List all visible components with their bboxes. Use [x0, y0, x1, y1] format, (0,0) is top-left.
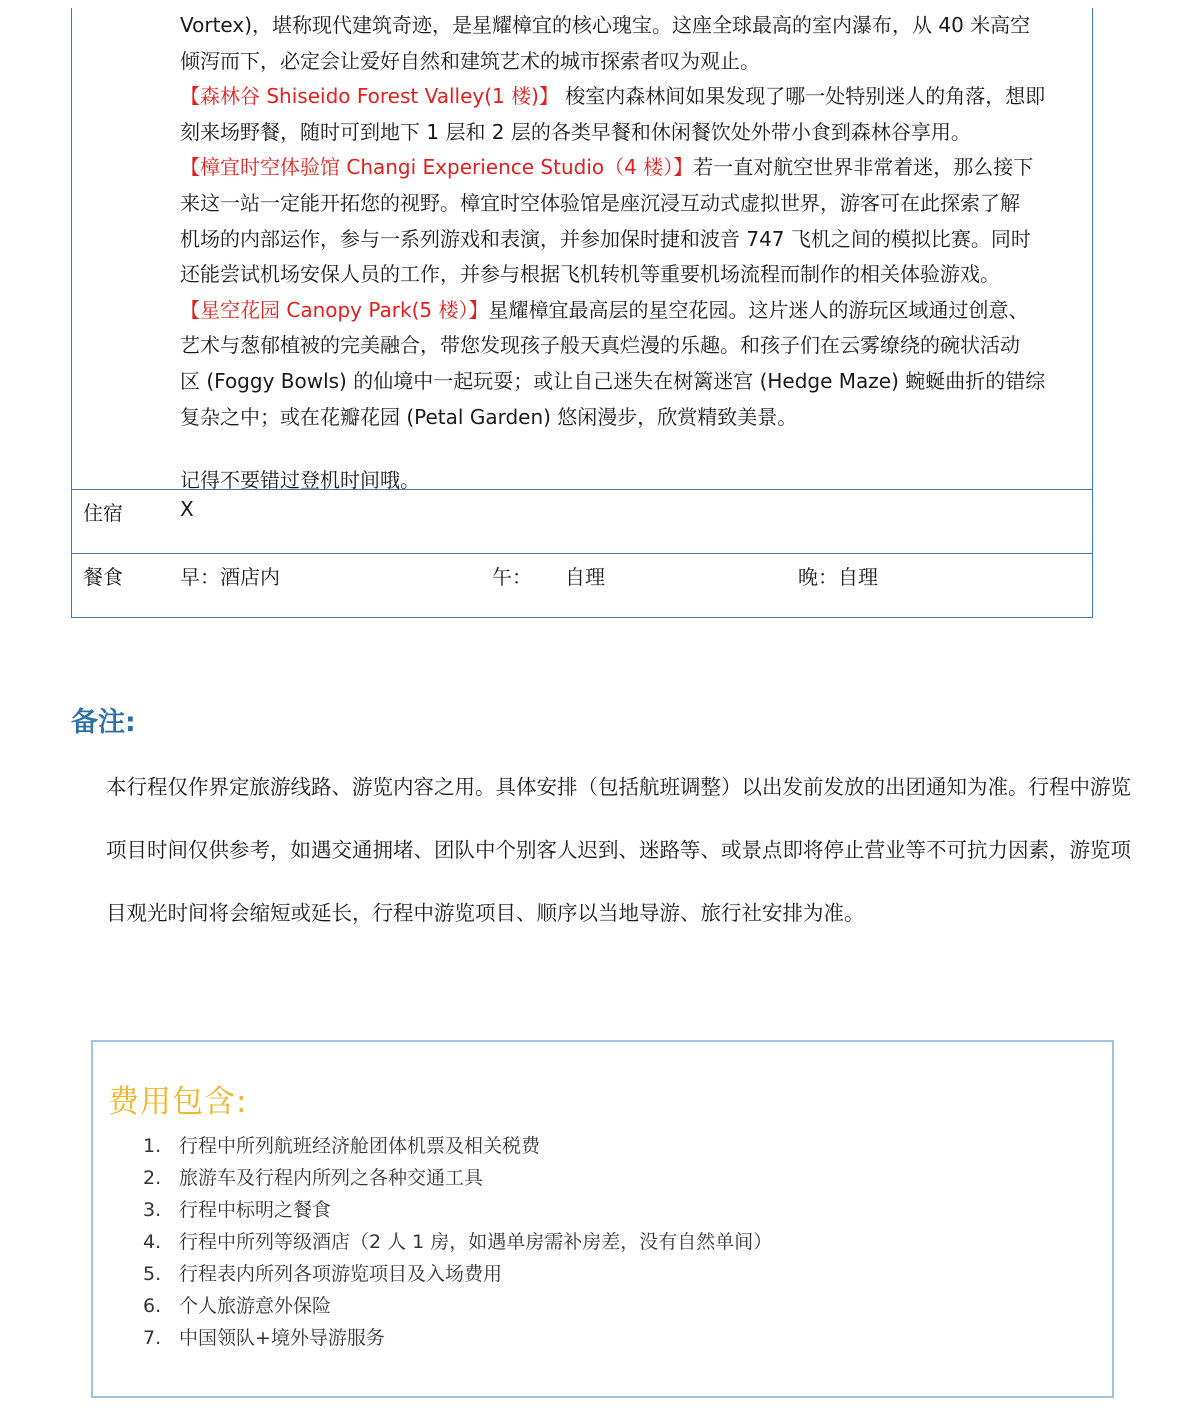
- fees-included-box: [91, 1040, 1114, 1398]
- itinerary-table: [71, 8, 1093, 618]
- desc-line: 还能尝试机场安保人员的工作，并参与根据飞机转机等重要机场流程而制作的相关体验游戏。: [180, 262, 1000, 287]
- desc-text: 梭室内森林间如果发现了哪一处特别迷人的角落，想即: [558, 84, 1046, 109]
- stay-value: X: [180, 497, 194, 521]
- forest-valley-title: 【森林谷 Shiseido Forest Valley(1 楼)】: [180, 84, 559, 109]
- list-text: 行程中所列等级酒店（2 人 1 房，如遇单房需补房差，没有自然单间）: [179, 1231, 773, 1253]
- list-number: 6.: [143, 1295, 162, 1317]
- breakfast-value: 早：酒店内: [180, 565, 280, 589]
- notes-body: 本行程仅作界定旅游线路、游览内容之用。具体安排（包括航班调整）以出发前发放的出团通知为准。行程中游览项目时间仅供参考，如遇交通拥堵、团队中个别客人迟到、迷路等、或景点即将停止营业等不可抗力因素，游览项目观光时间将会缩短或延长，行程中游览项目、顺序以当地导游、旅行社安排为准。: [106, 775, 1131, 925]
- desc-line: 倾泻而下，必定会让爱好自然和建筑艺术的城市探索者叹为观止。: [180, 48, 760, 73]
- list-number: 1.: [143, 1135, 162, 1157]
- list-number: 7.: [143, 1327, 162, 1349]
- desc-line: 艺术与葱郁植被的完美融合，带您发现孩子般天真烂漫的乐趣。和孩子们在云雾缭绕的碗状活动: [180, 333, 1020, 358]
- desc-text: 若一直对航空世界非常着迷，那么接下: [693, 155, 1034, 180]
- dinner-value: 晚：自理: [798, 565, 878, 589]
- list-item: [143, 1162, 772, 1194]
- list-text: 行程中标明之餐食: [179, 1199, 332, 1221]
- list-text: 旅游车及行程内所列之各种交通工具: [179, 1167, 484, 1189]
- canopy-park-title: 【星空花园 Canopy Park(5 楼）】: [180, 297, 489, 322]
- meals-label: 餐食: [83, 565, 123, 589]
- list-item: [143, 1226, 772, 1258]
- list-text: 行程表内所列各项游览项目及入场费用: [179, 1263, 503, 1285]
- desc-line: 来这一站一定能开拓您的视野。樟宜时空体验馆是座沉浸互动式虚拟世界，游客可在此探索了解: [180, 190, 1020, 215]
- experience-studio-title: 【樟宜时空体验馆 Changi Experience Studio（4 楼）】: [180, 155, 694, 180]
- meals-row: [72, 553, 1092, 618]
- forest-valley-paragraph: [180, 79, 1080, 115]
- notes-title: 备注:: [71, 707, 136, 738]
- list-item: [143, 1258, 772, 1290]
- list-number: 4.: [143, 1231, 162, 1253]
- boarding-reminder: 记得不要错过登机时间哦。: [180, 468, 420, 493]
- list-item: [143, 1130, 772, 1162]
- stay-row: [72, 489, 1092, 553]
- desc-line: 机场的内部运作，参与一系列游戏和表演，并参加保时捷和波音 747 飞机之间的模拟比赛。同时: [180, 226, 1031, 251]
- experience-studio-paragraph: [180, 150, 1080, 186]
- list-number: 3.: [143, 1199, 162, 1221]
- canopy-park-paragraph: [180, 293, 1080, 329]
- list-number: 2.: [143, 1167, 162, 1189]
- stay-label: 住宿: [83, 501, 123, 525]
- fees-title: 费用包含:: [108, 1084, 248, 1120]
- desc-line: 复杂之中；或在花瓣花园 (Petal Garden) 悠闲漫步，欣赏精致美景。: [180, 404, 798, 429]
- list-item: [143, 1194, 772, 1226]
- list-text: 个人旅游意外保险: [179, 1295, 332, 1317]
- list-item: [143, 1322, 772, 1354]
- desc-line: 刻来场野餐，随时可到地下 1 层和 2 层的各类早餐和休闲餐饮处外带小食到森林谷享用。: [180, 119, 971, 144]
- lunch-label: 午：: [492, 565, 532, 589]
- list-text: 中国领队+境外导游服务: [179, 1327, 385, 1349]
- list-text: 行程中所列航班经济舱团体机票及相关税费: [179, 1135, 541, 1157]
- desc-line: 区 (Foggy Bowls) 的仙境中一起玩耍；或让自己迷失在树篱迷宫 (Hedge Maze) 蜿蜒曲折的错综: [180, 368, 1046, 393]
- desc-text: 星耀樟宜最高层的星空花园。这片迷人的游玩区域通过创意、: [488, 297, 1029, 322]
- itinerary-description: [180, 8, 1080, 499]
- fees-list: [143, 1130, 772, 1354]
- list-number: 5.: [143, 1263, 162, 1285]
- desc-line: Vortex)，堪称现代建筑奇迹，是星耀樟宜的核心瑰宝。这座全球最高的室内瀑布，从 40 米高空: [180, 13, 1031, 37]
- spacer: [180, 435, 1080, 463]
- lunch-value: 自理: [565, 565, 605, 589]
- list-item: [143, 1290, 772, 1322]
